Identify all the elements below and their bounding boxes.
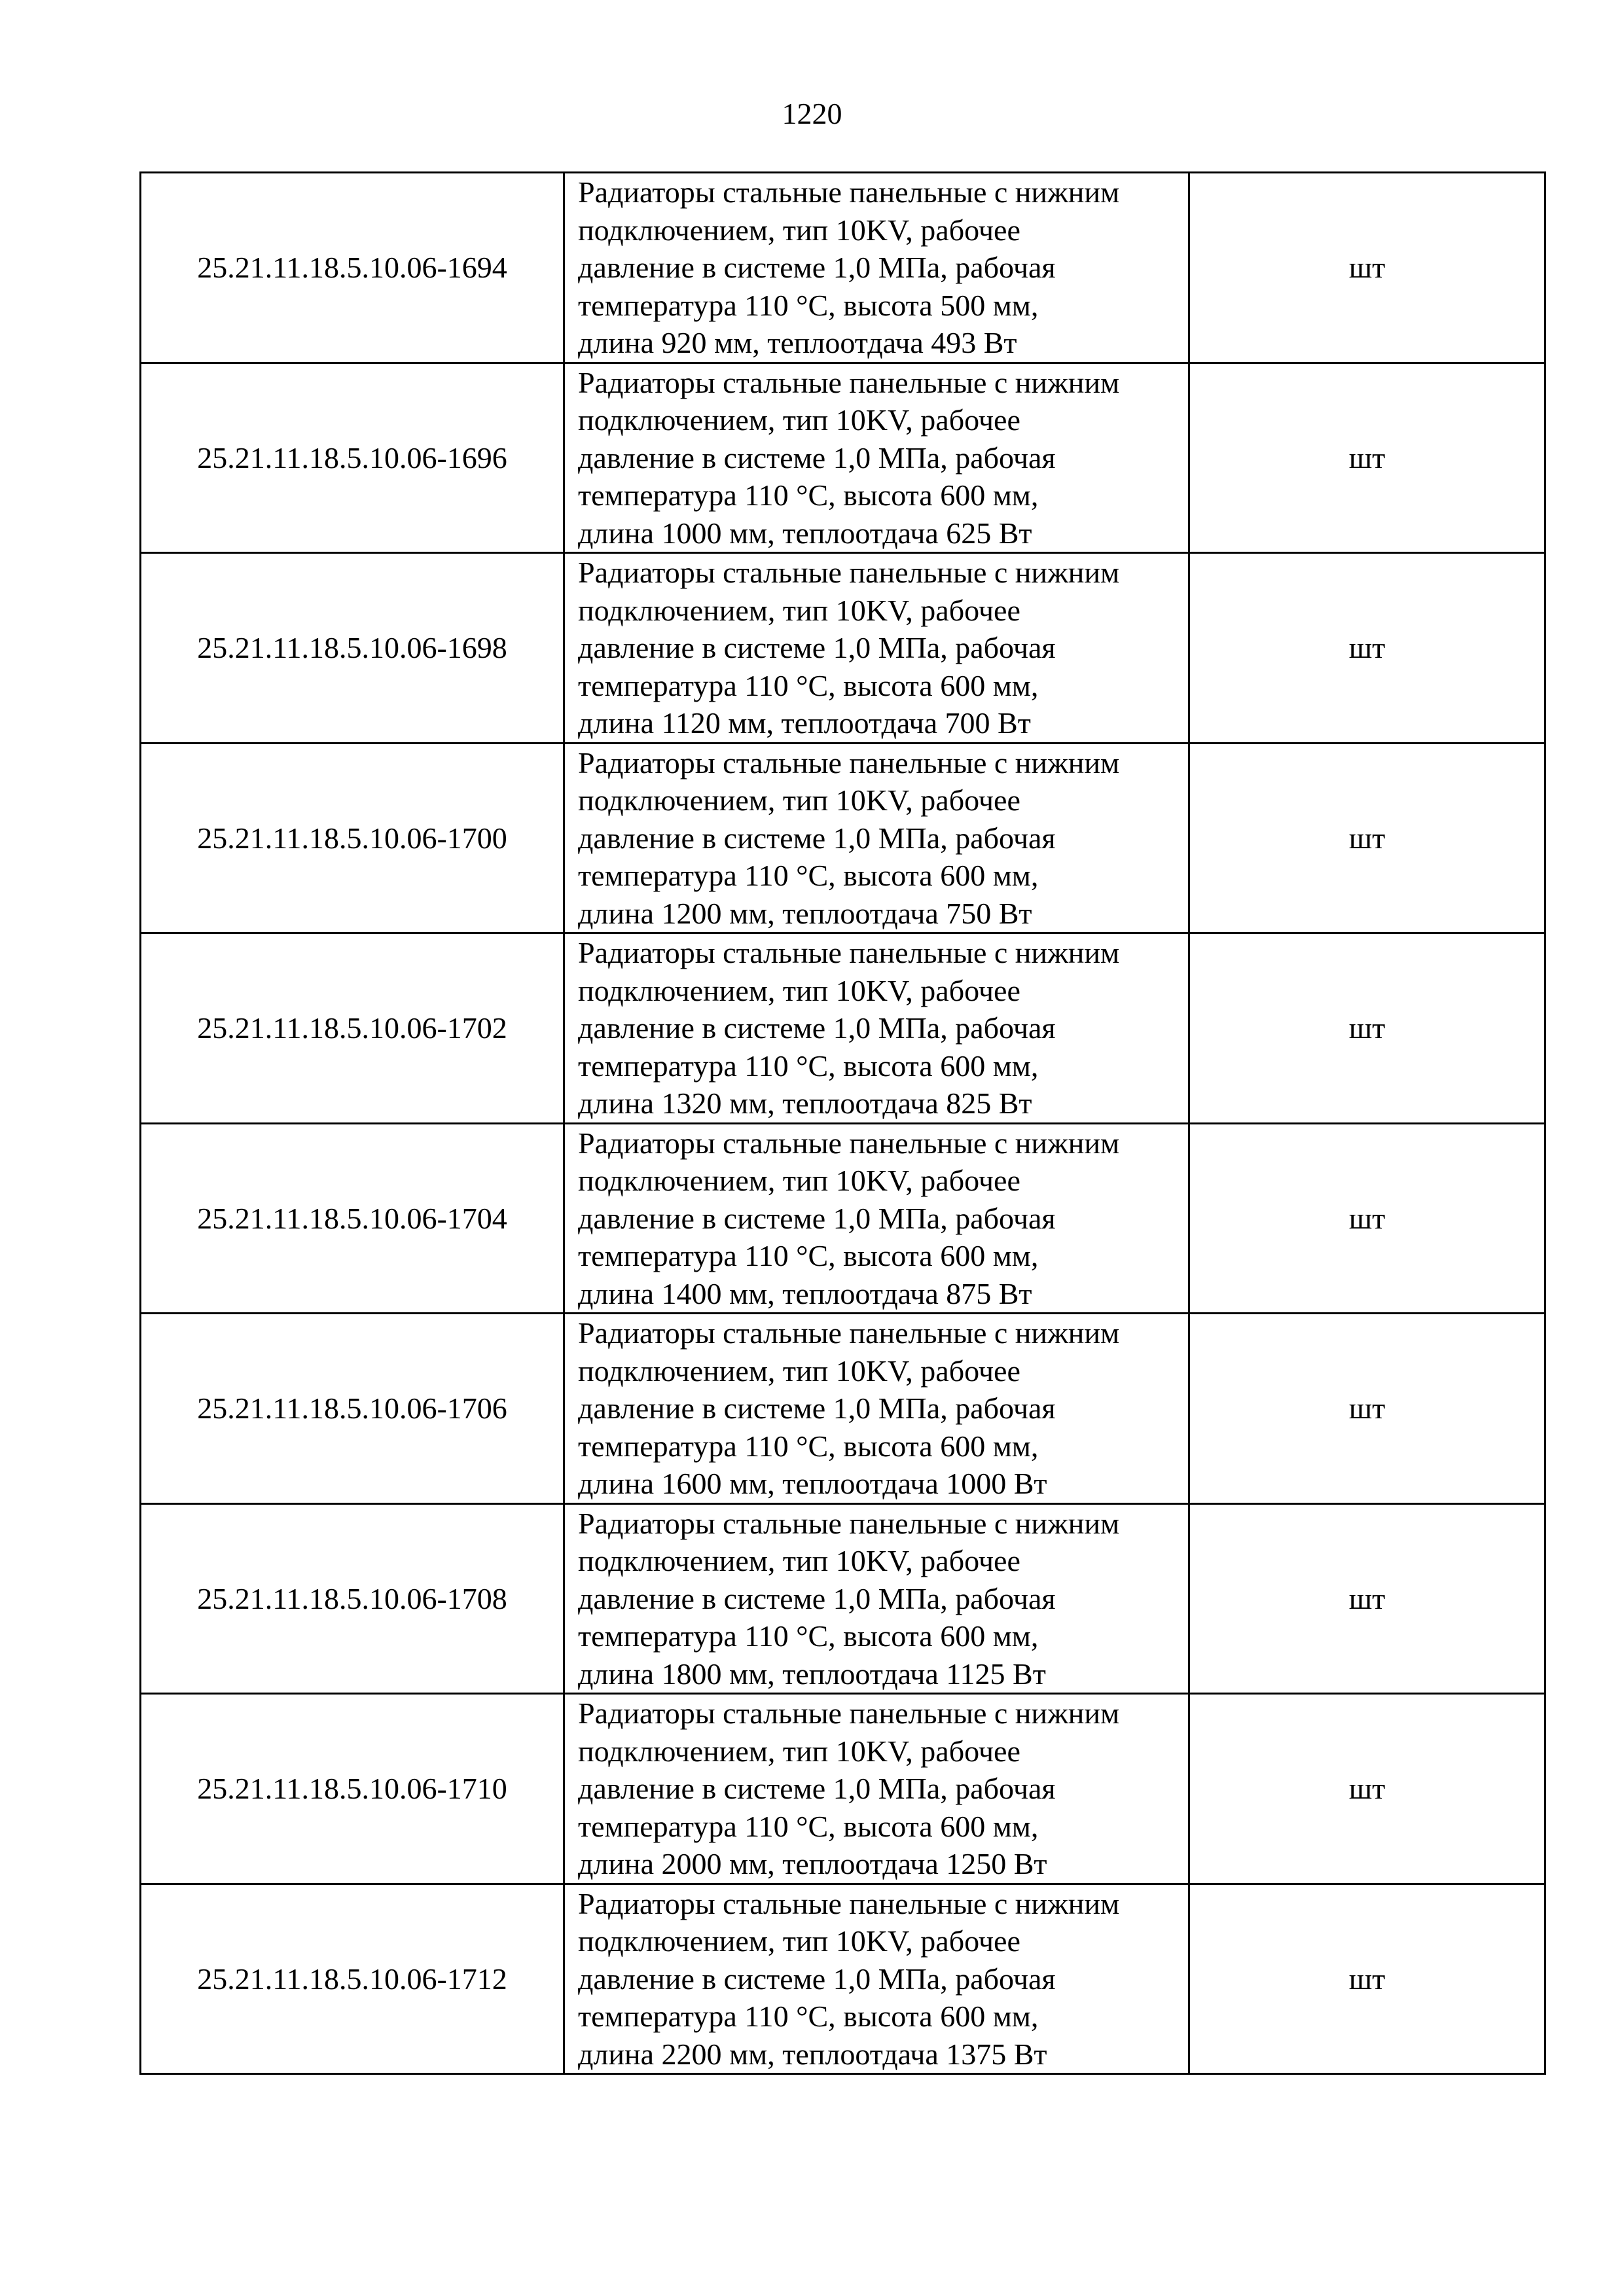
description-line: Радиаторы стальные панельные с нижним: [578, 175, 1120, 209]
description-line: подключением, тип 10KV, рабочее: [578, 213, 1020, 247]
unit-cell: шт: [1189, 1694, 1545, 1884]
description-line: Радиаторы стальные панельные с нижним: [578, 1316, 1120, 1350]
table-row: [141, 933, 1545, 1124]
table-row: [141, 553, 1545, 744]
description-line: длина 1320 мм, теплоотдача 825 Вт: [578, 1086, 1032, 1120]
description-line: температура 110 °С, высота 600 мм,: [578, 668, 1039, 702]
description-line: подключением, тип 10KV, рабочее: [578, 593, 1020, 627]
description-line: подключением, тип 10KV, рабочее: [578, 1164, 1020, 1197]
description-line: давление в системе 1,0 МПа, рабочая: [578, 251, 1056, 284]
description-line: Радиаторы стальные панельные с нижним: [578, 1886, 1120, 1920]
table-row: [141, 1694, 1545, 1884]
description-line: подключением, тип 10KV, рабочее: [578, 1734, 1020, 1768]
unit-cell: шт: [1189, 1503, 1545, 1694]
unit-cell: шт: [1189, 363, 1545, 553]
description-line: Радиаторы стальные панельные с нижним: [578, 556, 1120, 589]
unit-cell: шт: [1189, 743, 1545, 933]
table-row: [141, 1314, 1545, 1504]
description-line: подключением, тип 10KV, рабочее: [578, 973, 1020, 1007]
resource-code-cell: 25.21.11.18.5.10.06-1700: [141, 743, 564, 933]
description-cell: [564, 1123, 1189, 1314]
description-line: давление в системе 1,0 МПа, рабочая: [578, 1391, 1056, 1425]
unit-cell: шт: [1189, 173, 1545, 363]
description-line: длина 1400 мм, теплоотдача 875 Вт: [578, 1276, 1032, 1310]
description-line: давление в системе 1,0 МПа, рабочая: [578, 821, 1056, 855]
table-row: [141, 1503, 1545, 1694]
resource-code-cell: 25.21.11.18.5.10.06-1698: [141, 553, 564, 744]
description-line: давление в системе 1,0 МПа, рабочая: [578, 1772, 1056, 1805]
description-cell: [564, 1694, 1189, 1884]
description-line: температура 110 °С, высота 600 мм,: [578, 1049, 1039, 1083]
description-line: температура 110 °С, высота 600 мм,: [578, 2000, 1039, 2033]
description-line: длина 1600 мм, теплоотдача 1000 Вт: [578, 1467, 1047, 1500]
description-line: температура 110 °С, высота 600 мм,: [578, 859, 1039, 892]
table-row: [141, 173, 1545, 363]
description-line: давление в системе 1,0 МПа, рабочая: [578, 1011, 1056, 1045]
resource-code-cell: 25.21.11.18.5.10.06-1702: [141, 933, 564, 1124]
description-line: Радиаторы стальные панельные с нижним: [578, 1506, 1120, 1540]
description-line: Радиаторы стальные панельные с нижним: [578, 1126, 1120, 1160]
description-line: температура 110 °С, высота 600 мм,: [578, 1239, 1039, 1272]
description-line: температура 110 °С, высота 600 мм,: [578, 1619, 1039, 1653]
resource-code-cell: 25.21.11.18.5.10.06-1710: [141, 1694, 564, 1884]
description-line: длина 920 мм, теплоотдача 493 Вт: [578, 326, 1017, 359]
description-line: давление в системе 1,0 МПа, рабочая: [578, 1201, 1056, 1235]
description-line: подключением, тип 10KV, рабочее: [578, 1924, 1020, 1958]
description-cell: [564, 173, 1189, 363]
description-line: давление в системе 1,0 МПа, рабочая: [578, 440, 1056, 475]
unit-cell: шт: [1189, 1884, 1545, 2074]
table-row: [141, 1123, 1545, 1314]
description-line: длина 1800 мм, теплоотдача 1125 Вт: [578, 1657, 1046, 1691]
price-table: [139, 171, 1546, 2075]
resource-code-cell: 25.21.11.18.5.10.06-1704: [141, 1123, 564, 1314]
description-line: длина 1000 мм, теплоотдача 625 Вт: [578, 516, 1032, 550]
description-line: Радиаторы стальные панельные с нижним: [578, 1696, 1120, 1730]
description-line: давление в системе 1,0 МПа, рабочая: [578, 1581, 1056, 1615]
resource-code-cell: 25.21.11.18.5.10.06-1694: [141, 173, 564, 363]
table-body: [141, 173, 1545, 2074]
description-line: давление в системе 1,0 МПа, рабочая: [578, 1962, 1056, 1996]
unit-cell: шт: [1189, 1123, 1545, 1314]
description-line: длина 2000 мм, теплоотдача 1250 Вт: [578, 1847, 1047, 1880]
description-line: Радиаторы стальные панельные с нижним: [578, 365, 1120, 399]
description-line: длина 1120 мм, теплоотдача 700 Вт: [578, 706, 1031, 740]
description-cell: [564, 1884, 1189, 2074]
unit-cell: шт: [1189, 553, 1545, 744]
description-line: подключением, тип 10KV, рабочее: [578, 783, 1020, 817]
description-line: температура 110 °С, высота 600 мм,: [578, 1429, 1039, 1463]
description-line: температура 110 °С, высота 500 мм,: [578, 288, 1039, 322]
unit-cell: шт: [1189, 933, 1545, 1124]
description-line: подключением, тип 10KV, рабочее: [578, 1354, 1020, 1388]
description-cell: [564, 933, 1189, 1124]
unit-cell: шт: [1189, 1314, 1545, 1504]
description-line: температура 110 °С, высота 600 мм,: [578, 1809, 1039, 1843]
description-line: длина 1200 мм, теплоотдача 750 Вт: [578, 896, 1032, 930]
description-cell: [564, 743, 1189, 933]
description-cell: [564, 1314, 1189, 1504]
description-line: подключением, тип 10KV, рабочее: [578, 1544, 1020, 1577]
description-line: давление в системе 1,0 МПа, рабочая: [578, 631, 1056, 664]
description-cell: [564, 1503, 1189, 1694]
table-row: [141, 363, 1545, 553]
resource-code-cell: 25.21.11.18.5.10.06-1696: [141, 363, 564, 553]
description-line: Радиаторы стальные панельные с нижним: [578, 745, 1120, 780]
description-line: Радиаторы стальные панельные с нижним: [578, 936, 1120, 969]
page-number: 1220: [782, 97, 842, 130]
description-line: длина 2200 мм, теплоотдача 1375 Вт: [578, 2037, 1047, 2071]
resource-code-cell: 25.21.11.18.5.10.06-1712: [141, 1884, 564, 2074]
table-row: [141, 743, 1545, 933]
description-cell: [564, 363, 1189, 553]
table-row: [141, 1884, 1545, 2074]
resource-code-cell: 25.21.11.18.5.10.06-1706: [141, 1314, 564, 1504]
description-cell: [564, 553, 1189, 744]
description-line: температура 110 °С, высота 600 мм,: [578, 478, 1039, 512]
resource-code-cell: 25.21.11.18.5.10.06-1708: [141, 1503, 564, 1694]
description-line: подключением, тип 10KV, рабочее: [578, 403, 1020, 437]
